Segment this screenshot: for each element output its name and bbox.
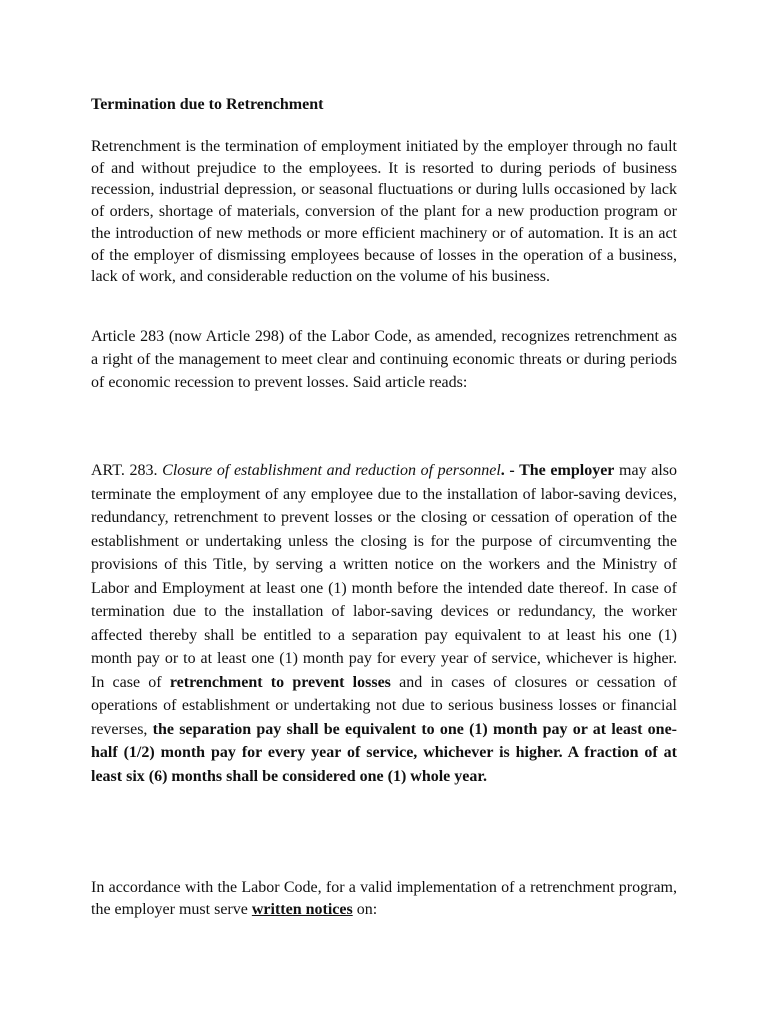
document-title: Termination due to Retrenchment bbox=[91, 96, 324, 113]
article-body-text: may also terminate the employment of any employee due to the installation of labor-saving devices, redundancy, retrenchment to prevent losses or the closing or cessation of operation of the establishment or undertaking unless the closing is for the purpose of circumventing the provisions of this Title, by serving a written notice on the workers and the Ministry of Labor and Employment at least one (1) month before the intended date thereof. In case of termination due to the installation of labor-saving devices or redundancy, the worker affected thereby shall be entitled to a separation pay equivalent to at least his one (1) month pay or to at least one (1) month pay for every year of service, whichever is higher. In case of bbox=[91, 462, 677, 691]
article-bold-retrenchment: retrenchment to prevent losses bbox=[169, 673, 391, 691]
article-heading-dash: . - bbox=[500, 462, 515, 479]
article-bold-start: The employer bbox=[514, 462, 615, 479]
paragraph-article-283-intro: Article 283 (now Article 298) of the Labor Code, as amended, recognizes retrenchment as a right of the management to meet clear and continuing economic threats or during periods of economic recession to prevent losses. Said article reads: bbox=[91, 328, 677, 392]
article-bold-separation-pay: the separation pay shall be equivalent to one (1) month pay or at least one-half (1/2) month pay for every year of service, whichever is higher. A fraction of at least six (6) months shall be considered one (1) whole year. bbox=[91, 720, 677, 785]
paragraph-written-notices-text: In accordance with the Labor Code, for a valid implementation of a retrenchment program, the employer must serve bbox=[91, 879, 677, 918]
article-heading: Closure of establishment and reduction of personnel bbox=[162, 462, 501, 479]
paragraph-written-notices bbox=[91, 877, 677, 920]
article-body-text-2: and in cases of closures or cessation of operations of establishment or undertaking not due to serious business losses or financial reverses, bbox=[91, 673, 678, 738]
article-number: ART. 283. bbox=[91, 462, 158, 479]
written-notices-emphasis: written notices bbox=[251, 900, 353, 918]
paragraph-retrenchment-definition: Retrenchment is the termination of employment initiated by the employer through no fault of and without prejudice to the employees. It is resorted to during periods of business recession, industrial depression, or seasonal fluctuations or during lulls occasioned by lack of orders, shortage of materials, conversion of the plant for a new production program or the introduction of new methods or more efficient machinery or of automation. It is an act of the employer of dismissing employees because of losses in the operation of a business, lack of work, and considerable reduction on the volume of his business. bbox=[91, 138, 677, 286]
article-283-quote bbox=[91, 459, 677, 788]
paragraph-written-notices-after: on: bbox=[352, 900, 378, 918]
